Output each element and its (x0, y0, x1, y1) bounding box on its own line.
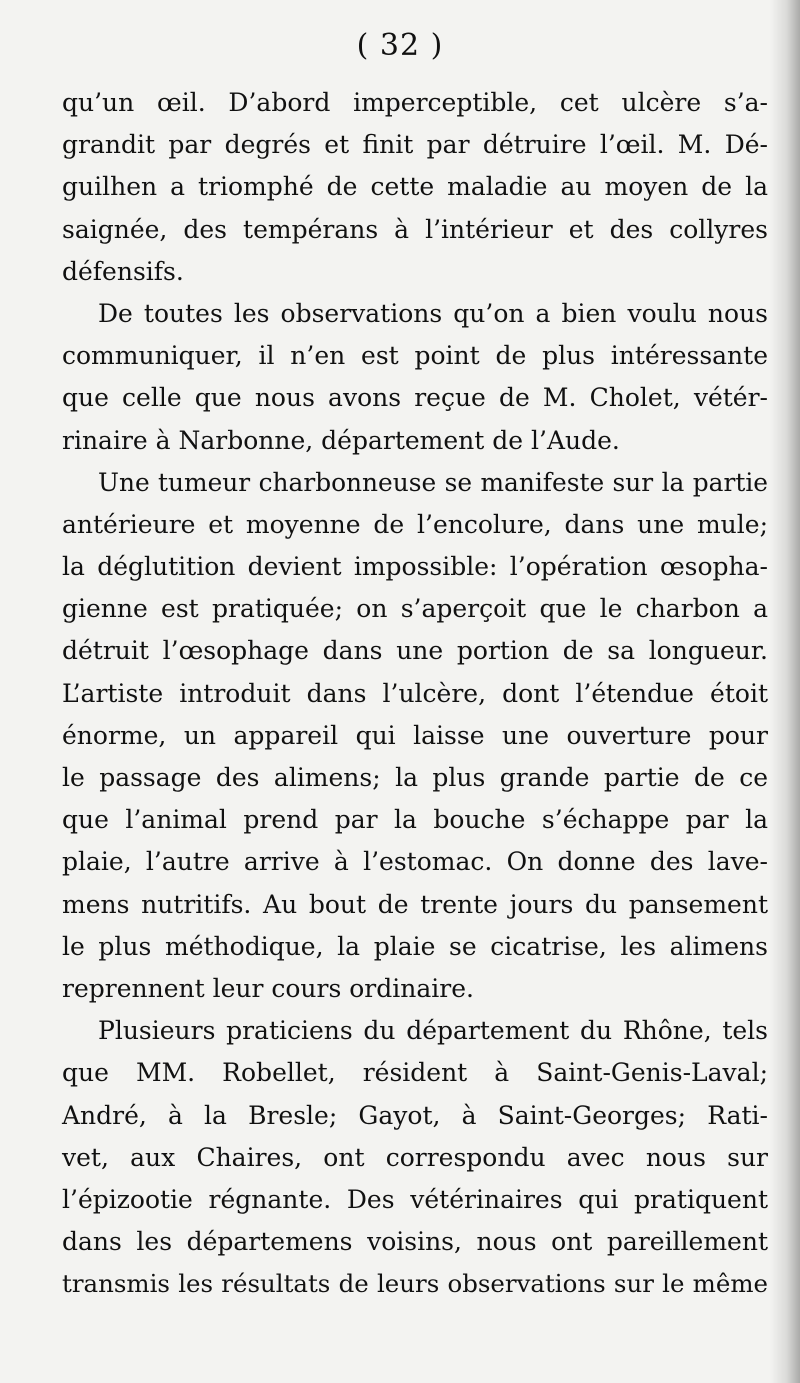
text-line: plaie, l’autre arrive à l’estomac. On donne des lave- (62, 847, 768, 877)
body-text (62, 82, 768, 1305)
text-line: grandit par degrés et finit par détruire l’œil. M. Dé- (62, 130, 768, 160)
text-line: le passage des alimens; la plus grande partie de ce (62, 763, 768, 792)
text-line: défensifs. (62, 256, 184, 286)
text-line: le plus méthodique, la plaie se cicatrise, les alimens (62, 931, 768, 961)
text-line: mens nutritifs. Au bout de trente jours du pansement (62, 889, 768, 919)
text-line: que MM. Robellet, résident à Saint-Genis-Laval; (62, 1058, 768, 1088)
text-line: rinaire à Narbonne, département de l’Aude. (62, 425, 620, 455)
text-line: André, à la Bresle; Gayot, à Saint-Georges; Rati- (62, 1100, 768, 1130)
page-number: ( 32 ) (356, 28, 444, 63)
text-line: Une tumeur charbonneuse se manifeste sur la partie (98, 467, 768, 497)
text-line: l’épizootie régnante. Des vétérinaires qui pratiquent (62, 1184, 768, 1214)
text-line: antérieure et moyenne de l’encolure, dans une mule; (62, 509, 768, 539)
text-line: vet, aux Chaires, ont correspondu avec nous sur (62, 1142, 768, 1172)
text-line: Plusieurs praticiens du département du Rhône, tels (98, 1016, 768, 1046)
text-line: énorme, un appareil qui laisse une ouverture pour (62, 720, 768, 750)
text-line: que celle que nous avons reçue de M. Cholet, vétér- (62, 383, 768, 413)
text-line: guilhen a triomphé de cette maladie au moyen de la (62, 172, 768, 202)
text-line: De toutes les observations qu’on a bien voulu nous (98, 298, 768, 328)
text-line: communiquer, il n’en est point de plus intéressante (62, 341, 768, 371)
text-line: détruit l’œsophage dans une portion de sa longueur. (62, 636, 768, 666)
text-line: gienne est pratiquée; on s’aperçoit que le charbon a (62, 594, 768, 624)
text-line: qu’un œil. D’abord imperceptible, cet ulcère s’a- (62, 88, 768, 117)
text-line: L’artiste introduit dans l’ulcère, dont l’étendue étoit (62, 678, 768, 708)
text-line: saignée, des tempérans à l’intérieur et des collyres (62, 214, 768, 244)
binding-shadow (770, 0, 800, 1383)
text-line: dans les départemens voisins, nous ont pareillement (62, 1227, 768, 1257)
text-line: que l’animal prend par la bouche s’échappe par la (62, 805, 768, 835)
text-line: reprennent leur cours ordinaire. (62, 973, 474, 1003)
text-line: transmis les résultats de leurs observations sur le même (62, 1269, 768, 1299)
text-line: la déglutition devient impossible: l’opération œsopha- (62, 552, 768, 582)
